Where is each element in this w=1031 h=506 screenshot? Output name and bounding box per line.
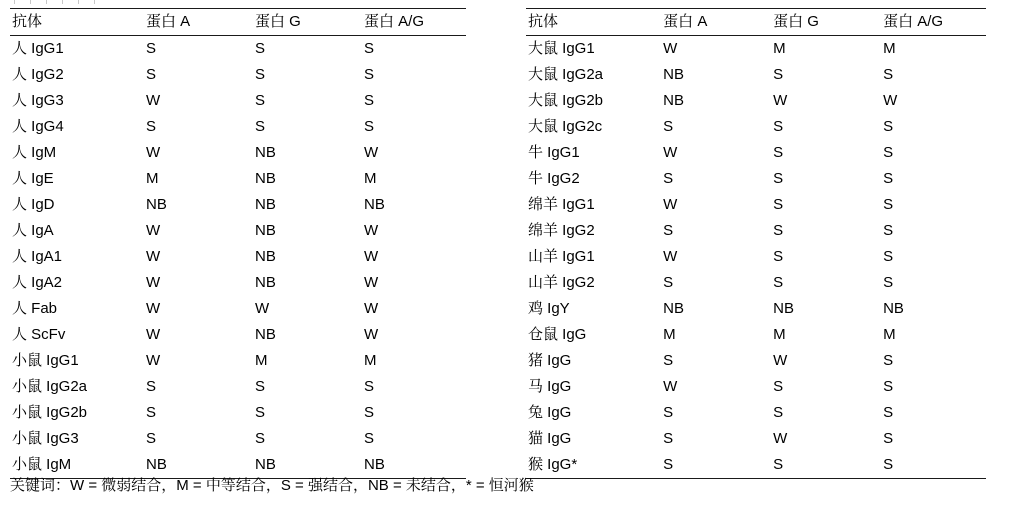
cell-protein-ag: S <box>883 222 894 239</box>
legend-footnote: 关键词：W = 微弱结合，M = 中等结合，S = 强结合，NB = 未结合，* = 恒河猴 <box>10 477 534 494</box>
cell-protein-ag: NB <box>364 196 385 213</box>
cell-protein-a: S <box>663 222 674 239</box>
table-row <box>10 270 466 296</box>
cell-protein-g: S <box>773 66 784 83</box>
column-header-protein-g: 蛋白 G <box>771 9 881 36</box>
cell-protein-a: W <box>663 196 678 213</box>
table-row <box>10 114 466 140</box>
table-row <box>10 322 466 348</box>
cell-protein-a: W <box>663 40 678 57</box>
cell-protein-a: S <box>663 274 674 291</box>
cell-antibody: 牛 IgG2 <box>528 170 580 187</box>
cell-protein-a: S <box>663 170 674 187</box>
table-row <box>10 88 466 114</box>
cell-protein-ag: S <box>364 92 375 109</box>
cell-protein-g: NB <box>255 196 276 213</box>
cell-protein-a: W <box>146 300 161 317</box>
column-header-protein-a: 蛋白 A <box>144 9 253 36</box>
cell-antibody: 人 IgM <box>12 144 57 161</box>
cell-protein-g: NB <box>255 326 276 343</box>
cell-protein-g: NB <box>255 248 276 265</box>
cell-protein-g: S <box>771 452 881 479</box>
column-header-antibody: 抗体 <box>10 9 144 36</box>
table-row <box>526 270 986 296</box>
cell-protein-ag: S <box>883 274 894 291</box>
table-row <box>526 296 986 322</box>
cell-protein-g: S <box>255 66 266 83</box>
table-row <box>526 452 986 479</box>
cell-protein-g: NB <box>773 300 794 317</box>
cell-antibody: 大鼠 IgG2b <box>528 92 604 109</box>
cell-protein-g: S <box>773 248 784 265</box>
table-row <box>10 192 466 218</box>
cell-protein-g: S <box>773 274 784 291</box>
cell-antibody: 小鼠 IgG2a <box>12 378 88 395</box>
cell-antibody: 仓鼠 IgG <box>528 326 587 343</box>
table-row <box>10 244 466 270</box>
cell-protein-a: S <box>146 66 157 83</box>
table-row <box>526 374 986 400</box>
cell-protein-a: W <box>663 144 678 161</box>
cell-antibody: 大鼠 IgG1 <box>528 40 595 57</box>
cell-protein-g: NB <box>255 144 276 161</box>
cell-protein-ag: S <box>364 40 375 57</box>
table-row <box>10 62 466 88</box>
right-table-body <box>526 36 986 479</box>
cell-protein-a: S <box>146 118 157 135</box>
cell-protein-ag: S <box>883 66 894 83</box>
cell-antibody: 小鼠 IgM <box>10 452 144 479</box>
cell-protein-a: NB <box>663 300 685 317</box>
cell-antibody: 小鼠 IgG3 <box>12 430 79 447</box>
cell-protein-a: W <box>663 248 678 265</box>
cell-antibody: 牛 IgG1 <box>528 144 580 161</box>
table-row <box>526 192 986 218</box>
table-row <box>526 36 986 63</box>
cell-antibody: 小鼠 IgG1 <box>12 352 79 369</box>
cell-protein-ag: S <box>364 378 375 395</box>
cell-protein-g: NB <box>255 274 276 291</box>
cell-protein-ag: M <box>883 40 896 57</box>
cell-antibody: 人 IgG3 <box>12 92 64 109</box>
cell-protein-a: W <box>146 248 161 265</box>
table-row <box>10 166 466 192</box>
cell-protein-a: W <box>663 378 678 395</box>
table-row <box>526 140 986 166</box>
cell-antibody: 马 IgG <box>528 378 572 395</box>
cell-protein-g: S <box>773 196 784 213</box>
cell-protein-a: S <box>146 40 157 57</box>
cell-protein-g: M <box>255 352 268 369</box>
cell-antibody: 人 IgA <box>12 222 54 239</box>
cell-protein-ag: S <box>364 66 375 83</box>
cell-protein-ag: S <box>883 248 894 265</box>
cell-antibody: 猴 IgG* <box>526 452 661 479</box>
cell-protein-ag: W <box>364 300 379 317</box>
table-row <box>10 140 466 166</box>
table-row <box>10 400 466 426</box>
table-row <box>526 114 986 140</box>
column-header-protein-ag: 蛋白 A/G <box>362 9 466 36</box>
cell-protein-ag: S <box>364 430 375 447</box>
table-row <box>526 348 986 374</box>
table-row <box>526 400 986 426</box>
left-binding-table <box>10 8 466 479</box>
table-row <box>526 218 986 244</box>
table-row <box>526 322 986 348</box>
table-row <box>526 244 986 270</box>
cell-protein-g: S <box>255 404 266 421</box>
cell-antibody: 人 ScFv <box>12 326 66 343</box>
cell-antibody: 山羊 IgG2 <box>528 274 595 291</box>
cell-protein-g: W <box>255 300 270 317</box>
table-row <box>526 62 986 88</box>
cell-protein-ag: M <box>364 170 377 187</box>
cell-protein-ag: S <box>883 170 894 187</box>
cell-protein-a: W <box>146 326 161 343</box>
cell-protein-ag: W <box>364 274 379 291</box>
cell-protein-ag: S <box>883 118 894 135</box>
table-header-row <box>10 9 466 36</box>
cell-protein-g: W <box>773 352 788 369</box>
cell-protein-ag: W <box>364 144 379 161</box>
cell-antibody: 大鼠 IgG2c <box>528 118 603 135</box>
cell-antibody: 大鼠 IgG2a <box>528 66 604 83</box>
cell-protein-ag: W <box>364 248 379 265</box>
cell-protein-g: S <box>773 170 784 187</box>
cell-antibody: 兔 IgG <box>528 404 572 421</box>
column-header-protein-g: 蛋白 G <box>253 9 362 36</box>
cell-antibody: 人 IgG2 <box>12 66 64 83</box>
cell-antibody: 猫 IgG <box>528 430 572 447</box>
cell-protein-a: NB <box>144 452 253 479</box>
cell-protein-ag: W <box>364 326 379 343</box>
cell-protein-g: S <box>255 118 266 135</box>
cell-protein-ag: NB <box>883 300 904 317</box>
cell-antibody: 鸡 IgY <box>528 300 570 317</box>
cell-protein-g: S <box>255 430 266 447</box>
column-header-protein-ag: 蛋白 A/G <box>881 9 986 36</box>
left-table-body <box>10 36 466 479</box>
cell-protein-g: M <box>773 326 786 343</box>
cell-protein-g: S <box>773 404 784 421</box>
cell-antibody: 人 IgE <box>12 170 54 187</box>
cell-antibody: 山羊 IgG1 <box>528 248 595 265</box>
cell-protein-ag: S <box>883 404 894 421</box>
cell-protein-a: W <box>146 352 161 369</box>
cell-protein-a: NB <box>663 92 685 109</box>
cell-protein-g: NB <box>255 170 276 187</box>
cell-protein-a: S <box>663 352 674 369</box>
table-row <box>10 452 466 479</box>
table-row <box>10 296 466 322</box>
table-row <box>10 426 466 452</box>
cell-antibody: 人 Fab <box>12 300 58 317</box>
cell-protein-ag: S <box>881 452 986 479</box>
column-header-antibody: 抗体 <box>526 9 661 36</box>
cell-protein-g: S <box>255 92 266 109</box>
cell-protein-a: NB <box>146 196 167 213</box>
cell-protein-ag: NB <box>362 452 466 479</box>
cell-protein-ag: S <box>883 144 894 161</box>
cell-protein-g: S <box>255 378 266 395</box>
cell-protein-ag: W <box>364 222 379 239</box>
cell-protein-a: S <box>146 430 157 447</box>
cell-protein-a: W <box>146 144 161 161</box>
cell-protein-a: S <box>146 378 157 395</box>
cell-protein-a: M <box>663 326 676 343</box>
cell-protein-a: S <box>663 404 674 421</box>
cell-protein-g: S <box>255 40 266 57</box>
cell-protein-g: W <box>773 92 788 109</box>
cell-protein-ag: W <box>883 92 898 109</box>
cell-protein-g: M <box>773 40 786 57</box>
cell-antibody: 猪 IgG <box>528 352 572 369</box>
cell-antibody: 小鼠 IgG2b <box>12 404 88 421</box>
right-binding-table <box>526 8 986 479</box>
cell-antibody: 人 IgA1 <box>12 248 63 265</box>
cell-protein-g: NB <box>255 222 276 239</box>
cell-protein-ag: S <box>883 196 894 213</box>
cell-protein-a: W <box>146 92 161 109</box>
top-ruler-strip <box>0 0 1031 4</box>
cell-protein-g: S <box>773 378 784 395</box>
table-row <box>526 166 986 192</box>
table-row <box>10 36 466 63</box>
cell-protein-a: W <box>146 274 161 291</box>
cell-protein-a: NB <box>663 66 685 83</box>
right-table-head <box>526 9 986 36</box>
cell-protein-a: M <box>146 170 159 187</box>
table-header-row <box>526 9 986 36</box>
cell-antibody: 人 IgG1 <box>12 40 64 57</box>
cell-antibody: 人 IgG4 <box>12 118 64 135</box>
cell-protein-ag: S <box>883 378 894 395</box>
cell-protein-ag: M <box>883 326 896 343</box>
table-row <box>10 218 466 244</box>
table-row <box>526 426 986 452</box>
cell-protein-a: S <box>661 452 771 479</box>
cell-protein-ag: S <box>883 430 894 447</box>
cell-protein-g: W <box>773 430 788 447</box>
cell-protein-a: W <box>146 222 161 239</box>
cell-protein-g: S <box>773 222 784 239</box>
cell-protein-g: S <box>773 144 784 161</box>
cell-antibody: 人 IgD <box>12 196 55 213</box>
cell-protein-a: S <box>663 430 674 447</box>
cell-antibody: 人 IgA2 <box>12 274 63 291</box>
antibody-binding-tables <box>10 0 1021 479</box>
cell-protein-g: NB <box>253 452 362 479</box>
column-header-protein-a: 蛋白 A <box>661 9 771 36</box>
table-row <box>10 374 466 400</box>
cell-protein-ag: S <box>364 118 375 135</box>
cell-protein-ag: M <box>364 352 377 369</box>
cell-protein-ag: S <box>883 352 894 369</box>
table-row <box>10 348 466 374</box>
cell-protein-a: S <box>146 404 157 421</box>
cell-antibody: 绵羊 IgG1 <box>528 196 595 213</box>
table-row <box>526 88 986 114</box>
cell-antibody: 绵羊 IgG2 <box>528 222 595 239</box>
cell-protein-ag: S <box>364 404 375 421</box>
left-table-head <box>10 9 466 36</box>
cell-protein-a: S <box>663 118 674 135</box>
cell-protein-g: S <box>773 118 784 135</box>
